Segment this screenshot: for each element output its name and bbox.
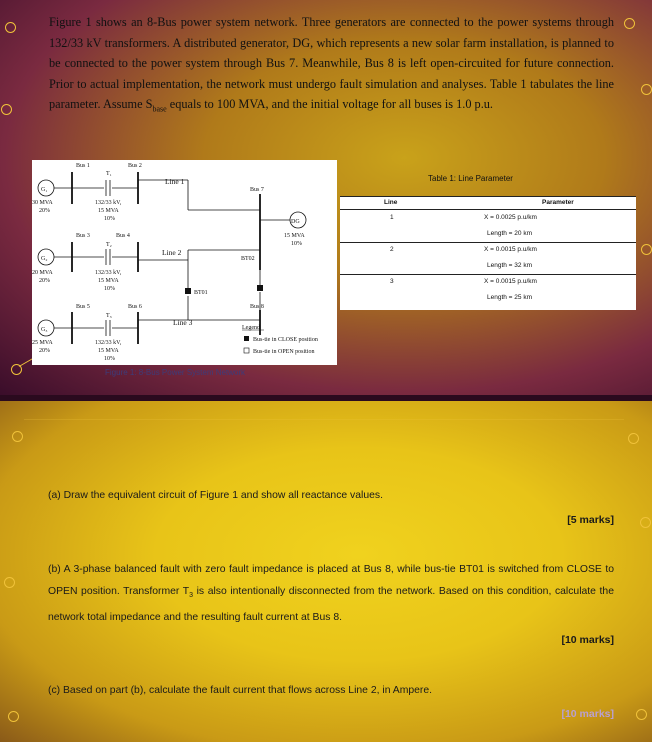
t3-label: T₃ (106, 313, 112, 319)
col-param-header: Parameter (542, 199, 574, 206)
bus2-label: Bus 2 (128, 163, 142, 169)
t2-rating: 15 MVA (98, 278, 119, 284)
decor-circle (12, 431, 23, 442)
bus6-label: Bus 6 (128, 304, 142, 310)
paragraph-subscript: base (152, 104, 167, 114)
bus7-label: Bus 7 (250, 187, 264, 193)
g3-label: G₃ (41, 327, 48, 333)
g1-label: G₁ (41, 187, 48, 193)
bus-tie-bt02-marker (257, 285, 263, 291)
line2-label: Line 2 (162, 248, 182, 257)
row3-length: Length = 25 km (487, 294, 532, 301)
g3-reactance: 20% (39, 348, 50, 354)
row2-length: Length = 32 km (487, 262, 532, 269)
t1-voltage: 132/33 kV, (95, 200, 122, 206)
paragraph-tail: equals to 100 MVA, and the initial voltage for all buses is 1.0 p.u. (166, 97, 493, 112)
dg-reactance: 10% (291, 241, 302, 247)
g2-rating: 20 MVA (32, 270, 53, 276)
t2-voltage: 132/33 kV, (95, 270, 122, 276)
row1-length: Length = 20 km (487, 230, 532, 237)
decor-circle (641, 244, 652, 255)
table-title: Table 1: Line Parameter (428, 174, 513, 183)
row2-reactance: X = 0.0015 p.u/km (484, 246, 537, 253)
question-c: (c) Based on part (b), calculate the fault current that flows across Line 2, in Ampere. (48, 685, 433, 696)
question-b-subscript: 3 (189, 592, 193, 600)
question-a: (a) Draw the equivalent circuit of Figure 1 and show all reactance values. (48, 490, 383, 501)
t1-rating: 15 MVA (98, 208, 119, 214)
bus1-label: Bus 1 (76, 163, 90, 169)
question-b-text: (b) A 3-phase balanced fault with zero fault impedance is placed at Bus 8, while bus-tie BT01 is switched from CLOSE to OPEN position. Transformer T (48, 564, 614, 597)
t3-reactance: 10% (104, 356, 115, 362)
row1-line: 1 (390, 214, 394, 221)
line1-label: Line 1 (165, 177, 185, 186)
decor-circle (628, 433, 639, 444)
decor-circle (641, 84, 652, 95)
g2-label: G₂ (41, 256, 48, 262)
row1-reactance: X = 0.0025 p.u/km (484, 214, 537, 221)
line3-label: Line 3 (173, 318, 193, 327)
t2-label: T₂ (106, 242, 112, 248)
t1-label: T₁ (106, 171, 112, 177)
bus8-label: Bus 8 (250, 304, 264, 310)
question-b-tail: is also intentionally disconnected from the network. Based on this condition, calculate the network total impedance and the resulting fault current at Bus 8. (48, 586, 614, 624)
row2-line: 2 (390, 246, 394, 253)
decor-circle (4, 577, 15, 588)
figure-caption: Figure 1: 8-Bus Power System Network (105, 368, 246, 377)
legend-closed-marker (244, 336, 249, 341)
legend-closed-text: Bus-tie in CLOSE position (253, 337, 318, 343)
g3-rating: 25 MVA (32, 340, 53, 346)
bus3-label: Bus 3 (76, 233, 90, 239)
paragraph-text: Figure 1 shows an 8-Bus power system network. Three generators are connected to the power systems through 132/33 kV transformers. A distributed generator, DG, which represents a new solar farm installation, is planned to be connected to the power system through Bus 7. Meanwhile, Bus 8 is left open-circuited for future connection. Prior to actual implementation, the network must undergo fault simulation and analyses. Table 1 tabulates the line parameter. Assume S (49, 15, 614, 112)
line-parameter-table (340, 196, 636, 310)
question-c-marks: [10 marks] (561, 708, 614, 720)
bt02-label: BT02 (241, 256, 255, 262)
col-line-header: Line (384, 199, 398, 206)
problem-paragraph (49, 12, 614, 120)
bus4-label: Bus 4 (116, 233, 130, 239)
t3-rating: 15 MVA (98, 348, 119, 354)
bus5-label: Bus 5 (76, 304, 90, 310)
decor-circle (1, 104, 12, 115)
question-a-marks: [5 marks] (567, 514, 614, 526)
t2-reactance: 10% (104, 286, 115, 292)
decor-circle (8, 711, 19, 722)
legend-open-marker (244, 348, 249, 353)
bt01-label: BT01 (194, 290, 208, 296)
g1-reactance: 20% (39, 208, 50, 214)
t1-reactance: 10% (104, 216, 115, 222)
slide-bottom (0, 401, 652, 742)
decor-line (24, 419, 624, 420)
dg-label: DG (291, 219, 300, 225)
decor-circle (5, 22, 16, 33)
g1-rating: 30 MVA (32, 200, 53, 206)
legend-open-text: Bus-tie in OPEN position (253, 349, 315, 355)
decor-circle (624, 18, 635, 29)
question-b (48, 559, 614, 629)
network-figure (32, 160, 337, 365)
row3-line: 3 (390, 278, 394, 285)
decor-circle (636, 709, 647, 720)
row3-reactance: X = 0.0015 p.u/km (484, 278, 537, 285)
question-b-marks: [10 marks] (561, 634, 614, 646)
decor-circle (640, 517, 651, 528)
legend-title: Legend (242, 325, 260, 331)
dg-rating: 15 MVA (284, 233, 305, 239)
g2-reactance: 20% (39, 278, 50, 284)
network-diagram (32, 160, 337, 365)
t3-voltage: 132/33 kV, (95, 340, 122, 346)
bus-tie-bt01-marker (185, 288, 191, 294)
